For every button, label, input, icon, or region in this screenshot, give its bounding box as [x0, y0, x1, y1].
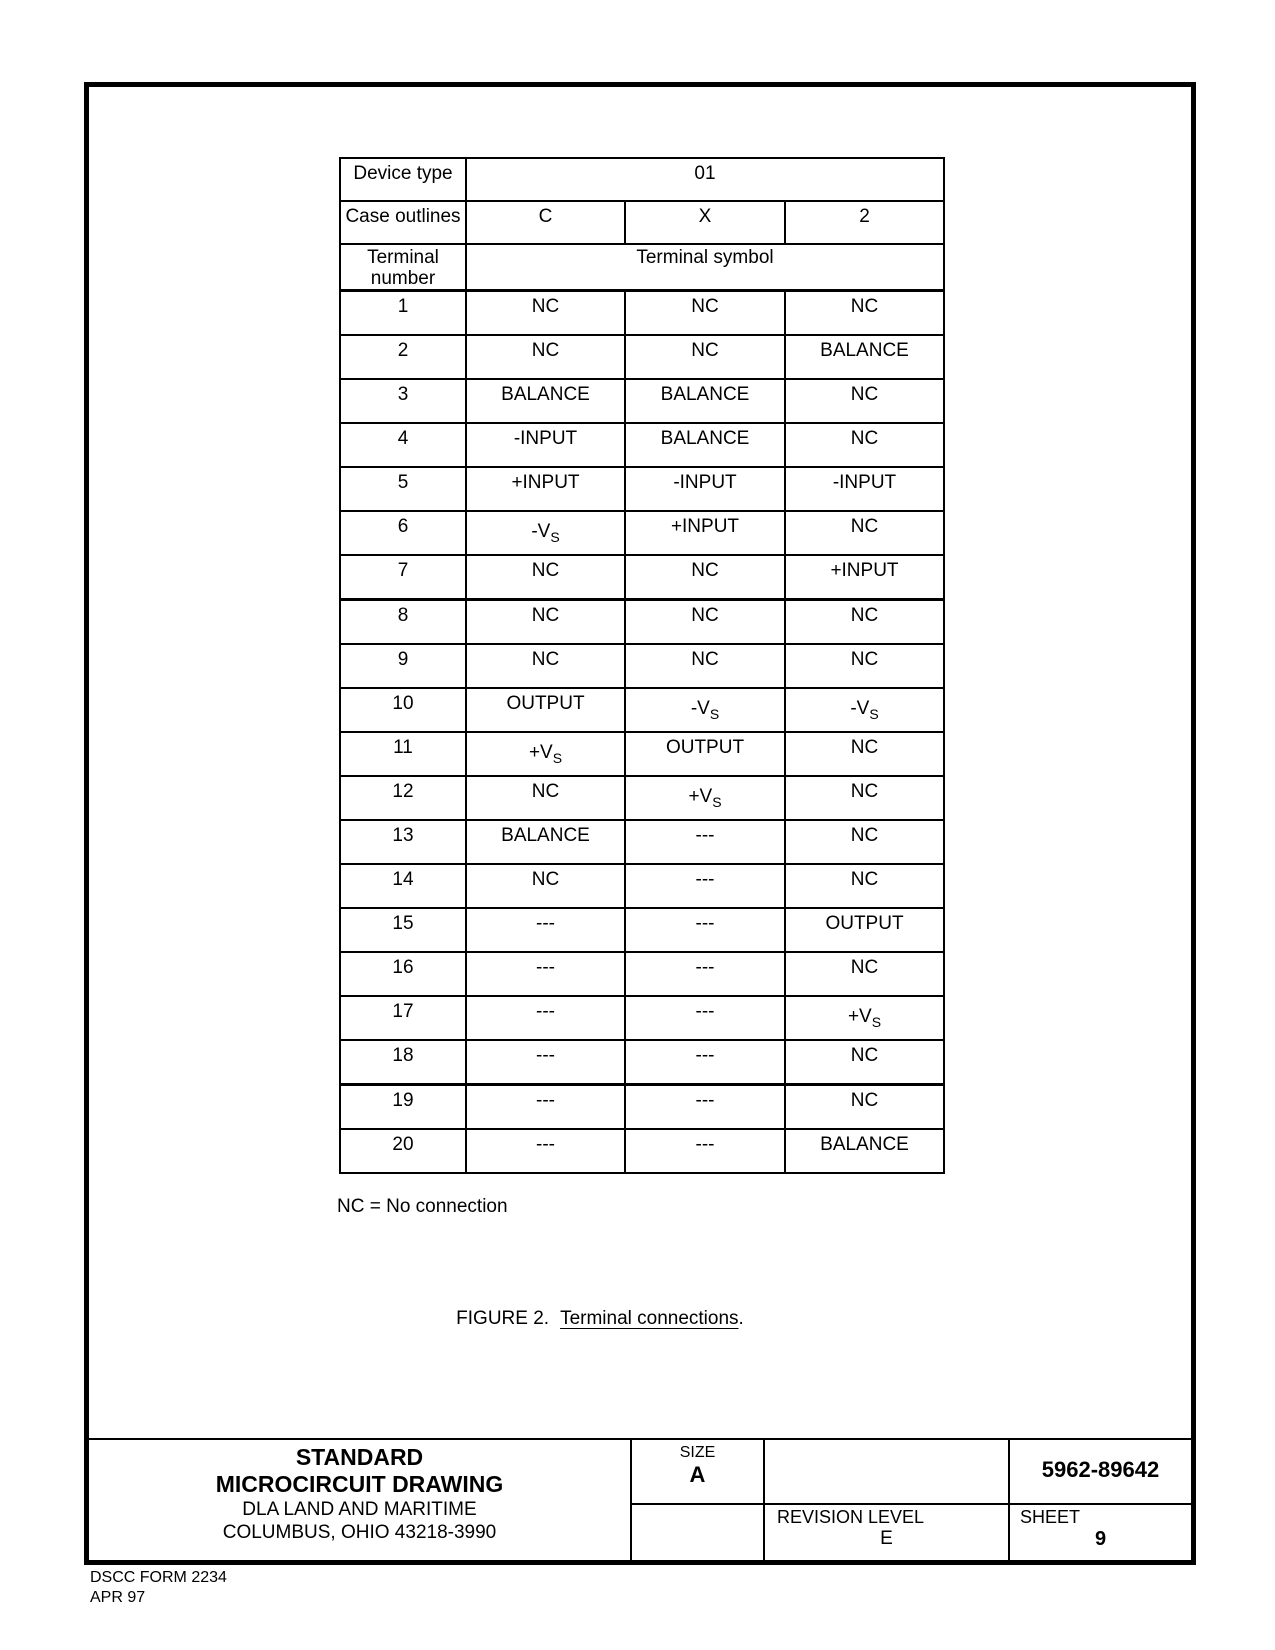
terminal-symbol-cell-c: +INPUT — [466, 467, 625, 511]
terminal-symbol-cell-2: -INPUT — [785, 467, 944, 511]
terminal-number-cell: 4 — [340, 423, 466, 467]
device-type-value: 01 — [466, 158, 944, 201]
form-number: DSCC FORM 2234 — [90, 1569, 227, 1586]
terminal-number-cell: 2 — [340, 335, 466, 379]
table-row — [340, 864, 944, 908]
terminal-number-cell: 11 — [340, 732, 466, 776]
drawing-number: 5962-89642 — [1041, 1457, 1160, 1482]
terminal-number-cell: 5 — [340, 467, 466, 511]
terminal-number-cell: 10 — [340, 688, 466, 732]
terminal-symbol-cell-x: --- — [625, 952, 785, 996]
table-row — [340, 379, 944, 423]
table-row — [340, 555, 944, 600]
terminal-symbol-cell-x: NC — [625, 555, 785, 600]
terminal-symbol-cell-c: --- — [466, 996, 625, 1040]
terminal-symbol-cell-c: BALANCE — [466, 820, 625, 864]
terminal-symbol-cell-x: --- — [625, 908, 785, 952]
terminal-symbol-cell-2: NC — [785, 1040, 944, 1085]
terminal-symbol-cell-2: NC — [785, 864, 944, 908]
terminal-symbol-cell-2: NC — [785, 291, 944, 336]
terminal-number-cell: 17 — [340, 996, 466, 1040]
case-outline-c: C — [466, 201, 625, 244]
table-row — [340, 1085, 944, 1130]
terminal-number-cell: 9 — [340, 644, 466, 688]
nc-note: NC = No connection — [337, 1196, 508, 1217]
terminal-symbol-cell-c: --- — [466, 1085, 625, 1130]
org-name-line1: STANDARD — [295, 1444, 424, 1470]
terminal-symbol-cell-2: OUTPUT — [785, 908, 944, 952]
terminal-symbol-cell-x: $+V_S$ — [625, 776, 785, 820]
table-row — [340, 732, 944, 776]
terminal-symbol-cell-x: BALANCE — [625, 423, 785, 467]
terminal-symbol-cell-c: $-V_S$ — [466, 511, 625, 555]
terminal-symbol-cell-c: NC — [466, 776, 625, 820]
table-row — [340, 952, 944, 996]
terminal-symbol-cell-c: OUTPUT — [466, 688, 625, 732]
terminal-symbol-cell-2: NC — [785, 820, 944, 864]
table-row — [340, 908, 944, 952]
table-row — [340, 996, 944, 1040]
terminal-symbol-cell-2: NC — [785, 600, 944, 645]
terminal-number-cell: 15 — [340, 908, 466, 952]
table-row — [340, 644, 944, 688]
terminal-symbol-cell-x: --- — [625, 864, 785, 908]
table-row — [340, 1040, 944, 1085]
terminal-number-cell: 19 — [340, 1085, 466, 1130]
terminal-symbol-cell-2: BALANCE — [785, 1129, 944, 1173]
terminal-number-cell: 20 — [340, 1129, 466, 1173]
table-row-terminal-header — [340, 244, 944, 291]
terminal-symbol-cell-c: --- — [466, 1129, 625, 1173]
terminal-symbol-cell-x: +INPUT — [625, 511, 785, 555]
terminal-number-cell: 1 — [340, 291, 466, 336]
revision-cell — [765, 1507, 1008, 1550]
terminal-symbol-cell-x: --- — [625, 820, 785, 864]
terminal-symbol-cell-2: $-V_S$ — [785, 688, 944, 732]
terminal-symbol-cell-c: NC — [466, 600, 625, 645]
figure-caption — [0, 1308, 1200, 1330]
figure-caption-period: . — [738, 1308, 744, 1329]
terminal-symbol-cell-2: BALANCE — [785, 335, 944, 379]
terminal-number-cell: 6 — [340, 511, 466, 555]
terminal-symbol-label: Terminal symbol — [466, 244, 944, 291]
terminal-symbol-cell-x: NC — [625, 291, 785, 336]
terminal-symbol-cell-2: NC — [785, 511, 944, 555]
terminal-connections-table — [339, 157, 945, 1174]
terminal-symbol-cell-2: NC — [785, 776, 944, 820]
sheet-label: SHEET — [1020, 1507, 1081, 1527]
terminal-number-cell: 13 — [340, 820, 466, 864]
terminal-symbol-cell-c: NC — [466, 555, 625, 600]
terminal-symbol-cell-x: --- — [625, 1129, 785, 1173]
terminal-symbol-cell-c: NC — [466, 335, 625, 379]
case-outline-2: 2 — [785, 201, 944, 244]
case-outlines-label: Case outlines — [340, 201, 466, 244]
table-row — [340, 291, 944, 336]
terminal-symbol-cell-x: --- — [625, 1040, 785, 1085]
terminal-symbol-cell-c: BALANCE — [466, 379, 625, 423]
terminal-symbol-cell-2: $+V_S$ — [785, 996, 944, 1040]
form-date: APR 97 — [90, 1589, 146, 1606]
table-row — [340, 335, 944, 379]
terminal-symbol-cell-c: --- — [466, 1040, 625, 1085]
terminal-symbol-cell-x: -INPUT — [625, 467, 785, 511]
org-address-line1: DLA LAND AND MARITIME — [242, 1499, 477, 1520]
terminal-number-cell: 8 — [340, 600, 466, 645]
table-row-device-type — [340, 158, 944, 201]
terminal-symbol-cell-2: NC — [785, 1085, 944, 1130]
terminal-symbol-cell-x: BALANCE — [625, 379, 785, 423]
terminal-symbol-cell-2: NC — [785, 644, 944, 688]
terminal-symbol-cell-2: NC — [785, 732, 944, 776]
figure-caption-prefix: FIGURE 2. — [456, 1308, 550, 1329]
revision-label: REVISION LEVEL — [777, 1507, 925, 1527]
table-row — [340, 688, 944, 732]
terminal-symbol-cell-x: NC — [625, 335, 785, 379]
terminal-symbol-cell-2: NC — [785, 952, 944, 996]
terminal-symbol-cell-x: NC — [625, 644, 785, 688]
org-name-line2: MICROCIRCUIT DRAWING — [215, 1471, 504, 1497]
sheet-cell — [1010, 1507, 1191, 1551]
table-row — [340, 467, 944, 511]
size-label: SIZE — [679, 1444, 716, 1461]
terminal-symbol-cell-c: --- — [466, 908, 625, 952]
terminal-symbol-cell-c: NC — [466, 291, 625, 336]
case-outline-x: X — [625, 201, 785, 244]
terminal-symbol-cell-c: --- — [466, 952, 625, 996]
table-row — [340, 511, 944, 555]
terminal-symbol-cell-c: NC — [466, 644, 625, 688]
terminal-number-cell: 14 — [340, 864, 466, 908]
table-row-case-outlines — [340, 201, 944, 244]
form-identifier — [90, 1568, 227, 1608]
terminal-number-cell: 3 — [340, 379, 466, 423]
table-row — [340, 820, 944, 864]
table-row — [340, 1129, 944, 1173]
terminal-number-cell: 16 — [340, 952, 466, 996]
terminal-number-cell: 7 — [340, 555, 466, 600]
terminal-symbol-cell-c: NC — [466, 864, 625, 908]
table-row — [340, 423, 944, 467]
title-block-mid-rule — [630, 1503, 1191, 1505]
terminal-symbol-cell-c: $+V_S$ — [466, 732, 625, 776]
terminal-symbol-cell-x: --- — [625, 996, 785, 1040]
terminal-symbol-cell-x: NC — [625, 600, 785, 645]
sheet-value: 9 — [1094, 1528, 1107, 1550]
terminal-number-cell: 12 — [340, 776, 466, 820]
title-block-organization — [89, 1444, 630, 1544]
terminal-symbol-cell-2: NC — [785, 379, 944, 423]
size-cell — [632, 1443, 763, 1487]
terminal-number-cell: 18 — [340, 1040, 466, 1085]
terminal-symbol-cell-2: NC — [785, 423, 944, 467]
size-value: A — [689, 1462, 706, 1487]
figure-caption-title: Terminal connections — [560, 1308, 739, 1329]
terminal-symbol-cell-2: +INPUT — [785, 555, 944, 600]
terminal-symbol-cell-c: -INPUT — [466, 423, 625, 467]
terminal-symbol-cell-x: $-V_S$ — [625, 688, 785, 732]
table-row — [340, 600, 944, 645]
org-address-line2: COLUMBUS, OHIO 43218-3990 — [222, 1522, 497, 1543]
terminal-symbol-cell-x: OUTPUT — [625, 732, 785, 776]
revision-value: E — [880, 1528, 893, 1549]
table-row — [340, 776, 944, 820]
device-type-label: Device type — [340, 158, 466, 201]
terminal-symbol-cell-x: --- — [625, 1085, 785, 1130]
terminal-number-label: Terminal number — [340, 244, 466, 291]
